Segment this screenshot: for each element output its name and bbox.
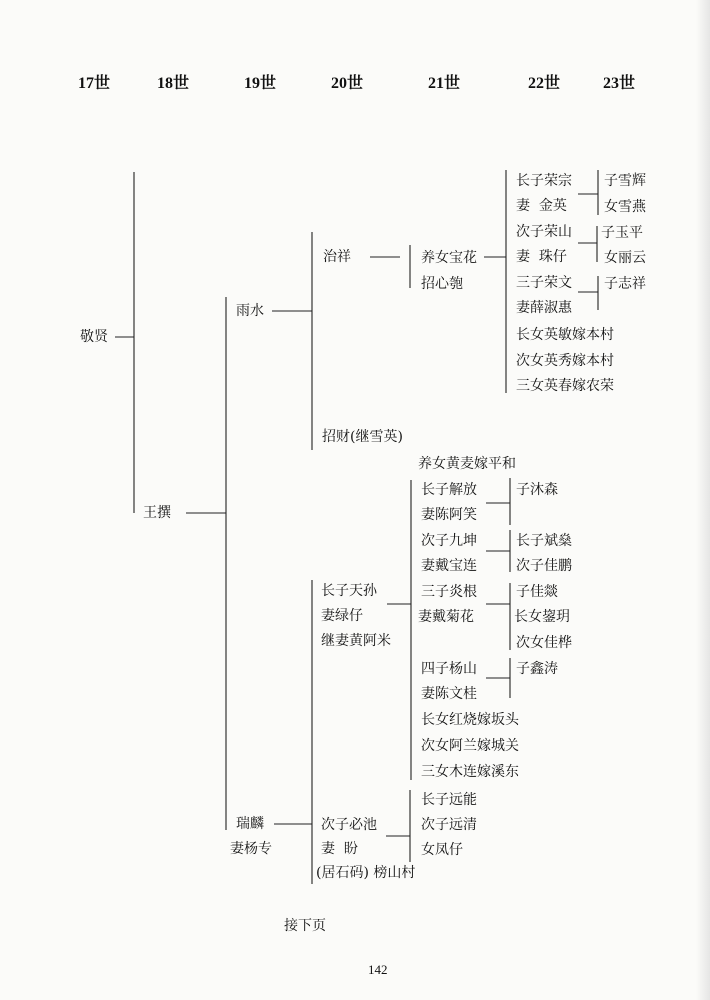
person-jiahua: 次女佳桦	[516, 635, 572, 651]
person-yingmin: 长女英敏嫁本村	[516, 327, 614, 343]
page-number: 142	[368, 962, 388, 977]
person-fengzai: 女凤仔	[421, 842, 463, 858]
gen-18-header: 18世	[157, 75, 190, 92]
person-rongwen-wife: 妻薛淑惠	[516, 300, 572, 316]
person-jiukun-wife: 妻戴宝连	[421, 558, 477, 574]
person-jiayan: 子佳燚	[516, 584, 558, 600]
person-zhixiang: 治祥	[323, 249, 351, 265]
person-yangshan: 四子杨山	[421, 661, 477, 677]
person-bichi-wife: 妻 盼	[321, 841, 358, 857]
person-jingxian: 敬贤	[80, 329, 108, 345]
scan-edge-shadow	[696, 0, 710, 1000]
person-xintao: 子鑫涛	[516, 661, 558, 677]
person-alan: 次女阿兰嫁城关	[421, 738, 519, 754]
person-rongshan: 次子荣山	[516, 224, 572, 240]
person-wangzhuan: 王撰	[143, 505, 171, 521]
gen-23-header: 23世	[603, 75, 636, 92]
person-yingchun: 三女英春嫁农荣	[516, 378, 614, 394]
person-zhaocai: 招财(继雪英)	[322, 429, 403, 445]
person-yangen-wife: 妻戴菊花	[418, 609, 474, 625]
gen-22-header: 22世	[528, 75, 561, 92]
gen-21-header: 21世	[428, 75, 461, 92]
person-yushui: 雨水	[236, 303, 264, 319]
person-huangmai: 养女黄麦嫁平和	[418, 456, 516, 472]
person-bichi: 次子必池	[321, 817, 377, 833]
person-xuehui: 子雪辉	[604, 173, 646, 189]
person-tiansun: 长子天孙	[321, 583, 377, 599]
person-zhixiang-23: 子志祥	[604, 276, 646, 292]
gen-17-header: 17世	[78, 75, 111, 92]
person-rongzong-wife: 妻 金英	[516, 198, 567, 214]
continued-note: 接下页	[284, 918, 326, 934]
gen-19-header: 19世	[244, 75, 277, 92]
person-jiefang-wife: 妻陈阿笑	[421, 507, 477, 523]
person-yuanqing: 次子远清	[421, 817, 477, 833]
person-tiansun-second-wife: 继妻黄阿米	[321, 633, 391, 649]
person-yangshan-wife: 妻陈文桂	[421, 686, 477, 702]
person-musen: 子沐森	[516, 482, 558, 498]
person-ruilin-wife: 妻杨专	[230, 841, 272, 857]
person-mulian: 三女木连嫁溪东	[421, 764, 519, 780]
person-liyun: 女丽云	[604, 250, 646, 266]
person-yuanneng: 长子远能	[421, 792, 477, 808]
person-jiefang: 长子解放	[421, 482, 477, 498]
person-baohua: 养女宝花	[421, 250, 477, 266]
person-xueyan: 女雪燕	[604, 199, 646, 215]
person-rongzong: 长子荣宗	[516, 173, 572, 189]
person-yuyue: 长女鋆玥	[514, 609, 570, 625]
person-rongshan-wife: 妻 珠仔	[516, 249, 567, 265]
person-tiansun-wife: 妻绿仔	[321, 608, 363, 624]
person-hongshao: 长女红烧嫁坂头	[421, 712, 519, 728]
person-jiukun: 次子九坤	[421, 533, 477, 549]
bichi-residence-note: (居石码) 榜山村	[316, 865, 416, 881]
person-rongwen: 三子荣文	[516, 275, 572, 291]
person-yingxiu: 次女英秀嫁本村	[516, 353, 614, 369]
person-ruilin: 瑞麟	[236, 816, 264, 832]
person-jiapeng: 次子佳鹏	[516, 558, 572, 574]
person-binshen: 长子斌燊	[516, 533, 572, 549]
person-yuping: 子玉平	[601, 225, 643, 241]
gen-20-header: 20世	[331, 75, 364, 92]
person-yangen: 三子炎根	[421, 584, 477, 600]
person-baohua-husband: 招心匏	[421, 276, 463, 292]
